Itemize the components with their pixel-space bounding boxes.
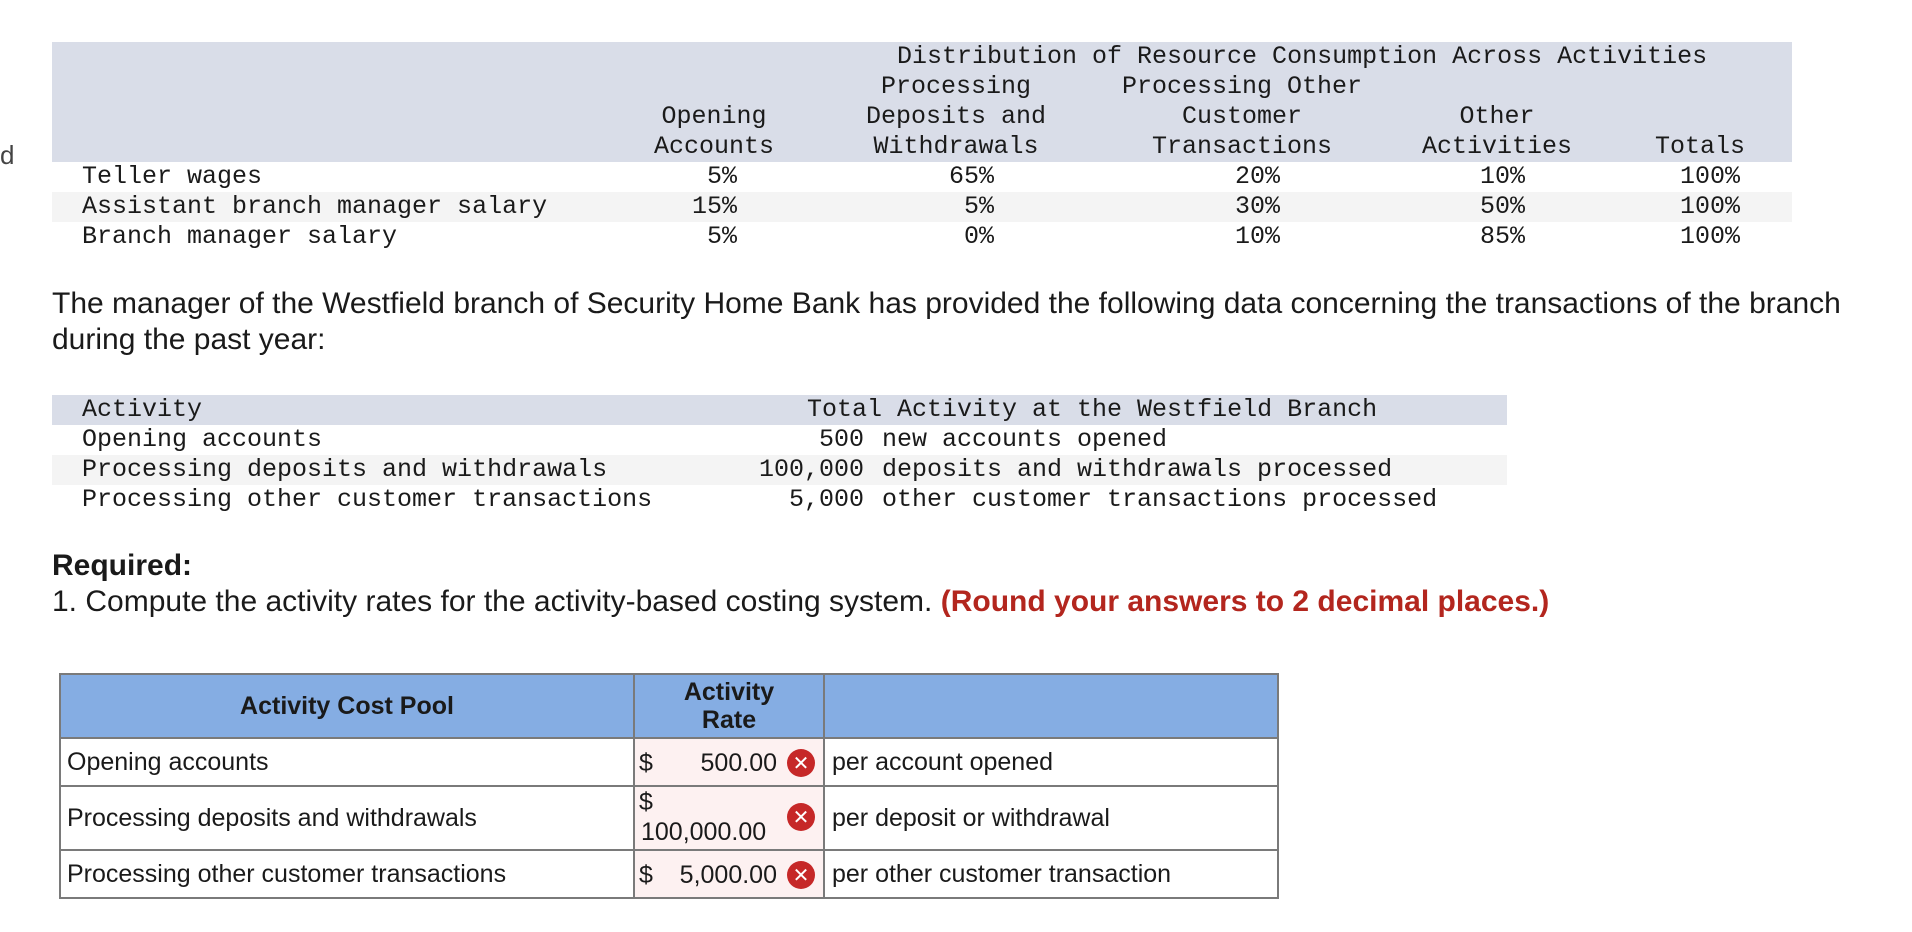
activity-row-other-tx [52,485,1507,515]
cell-value: 10% [1479,162,1525,191]
x-circle-icon: ✕ [787,749,815,777]
activity-label: Processing other customer transactions [82,485,653,514]
col-header-opening-line2: Accounts [653,132,775,161]
col-header-deposits-line3: Withdrawals [873,132,1039,161]
rate-value: 100,000.00 [641,818,767,846]
rate-input-other-tx[interactable] [634,850,824,898]
header-activity-rate [634,674,824,738]
cell-value: 100% [1679,162,1740,191]
pool-label: Opening accounts [60,738,634,786]
col-header-other-tx-line2: Customer [1181,102,1303,131]
activity-label: Opening accounts [82,425,323,454]
row-label: Branch manager salary [82,222,398,251]
cell-value: 30% [1234,192,1280,221]
col-header-deposits-line2: Deposits and [865,102,1047,131]
answer-row-deposits [60,786,1278,850]
cell-value: 65% [948,162,994,191]
activity-amount: 5,000 [788,485,864,514]
header-unit [824,674,1278,738]
cell-value: 20% [1234,162,1280,191]
activity-description: new accounts opened [882,425,1168,454]
activity-row-opening [52,425,1507,455]
distribution-title: Distribution of Resource Consumption Across Activities [897,42,1708,71]
activity-amount: 500 [818,425,864,454]
pool-label: Processing deposits and withdrawals [60,786,634,850]
rate-value: 500.00 [700,749,777,777]
activity-row-deposits [52,455,1507,485]
header-total-activity: Total Activity at the Westfield Branch [807,395,1378,424]
rate-input-opening[interactable] [634,738,824,786]
header-rate-line1: Activity [683,678,775,706]
activity-description: other customer transactions processed [882,485,1438,514]
col-header-other-activities-line2: Activities [1421,132,1573,161]
distribution-row-assistant [52,192,1792,222]
unit-label: per account opened [824,738,1278,786]
answer-header-row [60,674,1278,738]
resource-distribution-table [52,42,1792,252]
row-label: Assistant branch manager salary [82,192,548,221]
header-rate-line2: Rate [701,706,757,734]
activity-data-table [52,395,1507,515]
activity-label: Processing deposits and withdrawals [82,455,608,484]
activity-table-header [52,395,1507,425]
rate-value: 5,000.00 [679,861,777,889]
activity-description: deposits and withdrawals processed [882,455,1393,484]
required-instruction [52,585,1549,619]
cell-value: 5% [706,162,737,191]
cell-value: 100% [1679,222,1740,251]
distribution-row-teller [52,162,1792,192]
cell-value: 5% [706,222,737,251]
instruction-text: 1. Compute the activity rates for the activity-based costing system. [52,585,933,618]
col-header-opening-line1: Opening [661,102,767,131]
unit-label: per other customer transaction [824,850,1278,898]
cell-value: 0% [963,222,994,251]
col-header-deposits-line1: Processing [880,72,1032,101]
answer-row-other-tx [60,850,1278,898]
required-heading: Required: [52,549,193,582]
header-activity-cost-pool: Activity Cost Pool [60,674,634,738]
row-label: Teller wages [82,162,263,191]
activity-amount: 100,000 [758,455,864,484]
cell-value: 5% [963,192,994,221]
cell-value: 15% [691,192,737,221]
problem-description: The manager of the Westfield branch of Security Home Bank has provided the following data concerning the transactions of the branch during the past year: [52,287,1841,356]
distribution-header [52,42,1792,162]
activity-rate-answer-table [59,673,1279,899]
x-circle-icon: ✕ [787,861,815,889]
col-header-other-tx-line1: Processing Other [1121,72,1363,101]
x-circle-icon: ✕ [787,803,815,831]
cell-value: 50% [1479,192,1525,221]
cell-value: 10% [1234,222,1280,251]
unit-label: per deposit or withdrawal [824,786,1278,850]
cropped-text-fragment: d [0,140,15,170]
dollar-sign: $ [639,749,653,777]
dollar-sign: $ [639,861,653,889]
col-header-totals: Totals [1654,132,1746,161]
header-activity: Activity [82,395,203,424]
distribution-row-branch-manager [52,222,1792,252]
rounding-hint: (Round your answers to 2 decimal places.) [940,585,1550,618]
answer-row-opening [60,738,1278,786]
col-header-other-tx-line3: Transactions [1151,132,1333,161]
pool-label: Processing other customer transactions [60,850,634,898]
cell-value: 85% [1479,222,1525,251]
col-header-other-activities-line1: Other [1459,102,1535,131]
cell-value: 100% [1679,192,1740,221]
rate-input-deposits[interactable] [634,786,824,850]
dollar-sign: $ [639,788,653,816]
